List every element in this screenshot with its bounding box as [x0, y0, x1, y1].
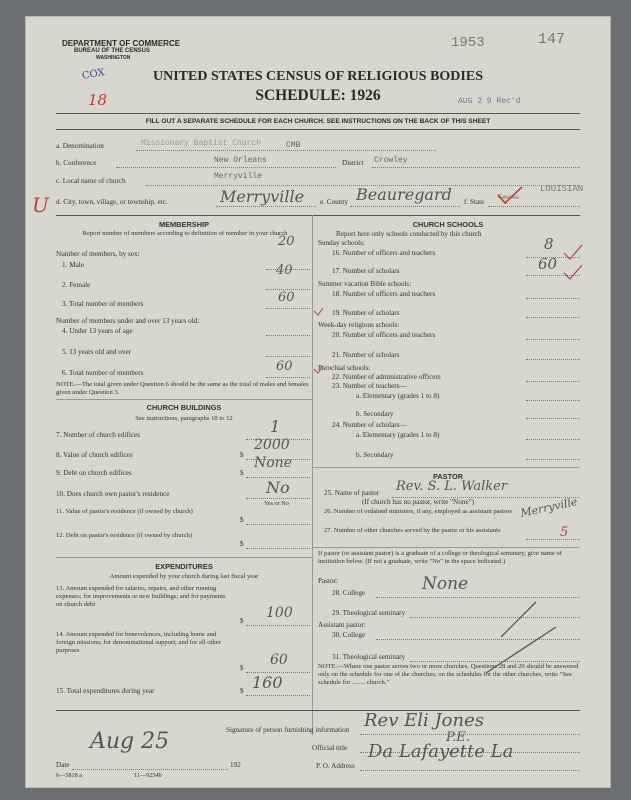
q25-value: Rev. S. L. Walker	[396, 479, 508, 494]
age-intro: Number of members under and over 13 years old:	[56, 317, 200, 325]
q24-label: 24. Number of scholars—	[332, 421, 407, 429]
q7-label: 7. Number of church edifices	[56, 431, 141, 439]
membership-tick-marks	[312, 307, 326, 377]
q8-value: 2000	[254, 437, 290, 453]
schools-heading: CHURCH SCHOOLS	[412, 220, 484, 229]
q10-value: No	[266, 478, 290, 497]
official-title-value: P.E.	[446, 730, 470, 745]
q24b-label: b. Secondary	[356, 451, 394, 459]
q13-label: 13. Amount expended for salaries, repairs, and other running expenses; for improvements or new buildings; and for payments on church debt	[56, 585, 226, 608]
membership-heading: MEMBERSHIP	[158, 220, 210, 229]
schools-check-marks	[562, 243, 592, 283]
q17-label: 17. Number of scholars	[332, 267, 400, 275]
form-number-2: 11—9254b	[134, 772, 162, 779]
summer-label: Summer vacation Bible schools:	[318, 280, 412, 288]
county-label: e. County	[320, 198, 348, 206]
q6-value: 60	[276, 359, 293, 374]
q10-label: 10. Does church own pastor's residence	[56, 490, 170, 498]
q12-label: 12. Debt on pastor's residence (if owned by church)	[56, 532, 193, 539]
city-label: WASHINGTON	[96, 55, 131, 61]
denomination-value: Missionary Baptist Church	[141, 139, 262, 148]
expenditures-heading: EXPENDITURES	[155, 562, 213, 571]
buildings-intro: See instructions, paragraphs 10 to 12	[135, 415, 233, 422]
pastor-heading: PASTOR	[432, 472, 464, 481]
q13-value: 100	[266, 605, 293, 621]
q15-dollar: $	[240, 687, 244, 695]
q13-dollar: $	[240, 617, 244, 625]
q24a-label: a. Elementary (grades 1 to 8)	[356, 431, 440, 439]
membership-intro: Report number of members according to definition of member in your church	[82, 230, 288, 237]
q27-value: 5	[560, 525, 569, 540]
instruction-line: FILL OUT A SEPARATE SCHEDULE FOR EACH CHURCH. SEE INSTRUCTIONS ON THE BACK OF THIS SHEET	[145, 118, 491, 125]
bureau-label: BUREAU OF THE CENSUS	[74, 48, 151, 54]
district-label: District	[342, 159, 364, 167]
form-number-1: 6—5818 a	[56, 772, 82, 779]
q25-note: (If church has no pastor, write "None")	[362, 498, 474, 506]
assistant-sublabel: Assistant pastor:	[318, 621, 366, 629]
address-value: Da Lafayette La	[368, 741, 514, 762]
sunday-label: Sunday schools:	[318, 239, 365, 247]
conference-label: b. Conference	[56, 159, 97, 167]
received-stamp: AUG 2 9 Rec'd	[458, 97, 521, 106]
form-subtitle: SCHEDULE: 1926	[255, 87, 381, 104]
year-stamp: 1953	[451, 35, 485, 51]
department-label: DEPARTMENT OF COMMERCE	[62, 39, 181, 48]
form-title: UNITED STATES CENSUS OF RELIGIOUS BODIES	[152, 69, 483, 84]
q9-label: 9. Debt on church edifices	[56, 469, 132, 477]
q28-value: None	[422, 574, 469, 594]
state-check-mark	[496, 185, 526, 207]
q25-label: 25. Name of pastor	[324, 489, 380, 497]
margin-mark: U	[32, 193, 49, 217]
q23a-label: a. Elementary (grades 1 to 8)	[356, 392, 440, 400]
code-stamp: COX	[81, 67, 106, 82]
q2-label: 2. Female	[62, 281, 91, 289]
q1-label: 1. Male	[62, 261, 84, 269]
pastor-dash-strokes	[426, 597, 576, 677]
q14-value: 60	[270, 652, 288, 668]
year-suffix: 192	[230, 761, 241, 769]
city-town-label: d. City, town, village, or township, etc.	[56, 198, 168, 206]
q8-dollar: $	[240, 451, 244, 459]
q16-value: 8	[544, 235, 554, 253]
denomination-code: CMB	[286, 141, 301, 150]
pastor-sublabel: Pastor:	[318, 577, 338, 585]
q23b-label: b. Secondary	[356, 410, 394, 418]
q9-dollar: $	[240, 469, 244, 477]
q3-label: 3. Total number of members	[62, 300, 144, 308]
q11-label: 11. Value of pastor's residence (if owned by church)	[56, 508, 193, 515]
q3-value: 60	[278, 290, 295, 305]
q2-value: 40	[276, 263, 293, 278]
number-stamp: 147	[538, 31, 566, 48]
q23-label: 23. Number of teachers—	[332, 382, 407, 390]
q16-label: 16. Number of officers and teachers	[332, 249, 436, 257]
denomination-label: a. Denomination	[56, 142, 104, 150]
q19-label: 19. Number of scholars	[332, 309, 400, 317]
local-name-label: c. Local name of church	[56, 177, 126, 185]
conference-value: New Orleans	[214, 156, 267, 165]
q14-label: 14. Amount expended for benevolences, including home and foreign missions; for denominational support; and for all other purposes	[56, 631, 221, 654]
district-value: Crowley	[374, 156, 408, 165]
q7-value: 1	[270, 417, 281, 436]
q17-value: 60	[538, 255, 558, 273]
q15-value: 160	[252, 673, 283, 692]
census-schedule-sheet	[26, 17, 610, 787]
buildings-heading: CHURCH BUILDINGS	[146, 403, 222, 412]
q21-label: 21. Number of scholars	[332, 351, 400, 359]
q28-label: 28. College	[332, 589, 366, 597]
q1-value: 20	[278, 234, 295, 249]
weekday-label: Week-day religious schools:	[318, 321, 400, 329]
q31-label: 31. Theological seminary	[332, 653, 406, 661]
q4-label: 4. Under 13 years of age	[62, 327, 133, 335]
schools-intro: Report here only schools conducted by this church	[336, 230, 482, 238]
date-label: Date	[56, 761, 70, 769]
q11-dollar: $	[240, 516, 244, 524]
graduate-note: If pastor (or assistant pastor) is a graduate of a college or theological seminary, give name of institution below. (If not a graduate, write "No" in the space indicated.)	[318, 550, 563, 565]
q14-dollar: $	[240, 664, 244, 672]
city-town-value: Merryville	[220, 187, 305, 206]
q26-value: Merryville	[519, 495, 579, 520]
signature-label: Signature of person furnishing information	[226, 726, 350, 734]
parochial-label: Parochial schools:	[318, 364, 371, 372]
signature-value: Rev Eli Jones	[364, 710, 485, 731]
q8-label: 8. Value of church edifices	[56, 451, 133, 459]
q29-label: 29. Theological seminary	[332, 609, 406, 617]
state-label: f. State	[464, 198, 485, 206]
q22-label: 22. Number of administrative officers	[332, 373, 441, 381]
by-sex-label: Number of members, by sex:	[56, 250, 140, 258]
date-value: Aug 25	[90, 729, 170, 754]
yes-no-hint: Yes or No	[264, 500, 289, 507]
q30-label: 30. College	[332, 631, 366, 639]
state-stamp: LOUISIAN	[540, 184, 584, 194]
hand-number: 18	[88, 91, 108, 109]
q26-label: 26. Number of ordained ministers, if any, employed as assistant pastors	[324, 508, 513, 515]
q9-value: None	[254, 455, 292, 471]
q27-label: 27. Number of other churches served by the pastor or his assistants	[324, 527, 501, 534]
q18-label: 18. Number of officers and teachers	[332, 290, 436, 298]
q6-label: 6. Total number of members	[62, 369, 144, 377]
local-name-value: Merryville	[214, 172, 263, 181]
expenditures-intro: Amount expended by your church during last fiscal year	[109, 573, 259, 580]
state-value: Texas	[498, 194, 520, 202]
q20-label: 20. Number of officers and teachers	[332, 331, 436, 339]
q12-dollar: $	[240, 540, 244, 548]
official-title-label: Official title	[312, 744, 348, 752]
county-value: Beauregard	[356, 185, 452, 204]
address-label: P. O. Address	[316, 762, 355, 770]
q15-label: 15. Total expenditures during year	[56, 687, 155, 695]
q5-label: 5. 13 years old and over	[62, 348, 132, 356]
pastor-note: NOTE.—Where one pastor serves two or more churches, Questions 28 and 29 should be answered only on the schedule for one of the churches; on the schedules for the other churches, write "See schedule for ........ church."	[318, 663, 579, 686]
membership-note: NOTE.—The total given under Question 6 should be the same as the total of males and females given under Question 3.	[56, 381, 309, 396]
